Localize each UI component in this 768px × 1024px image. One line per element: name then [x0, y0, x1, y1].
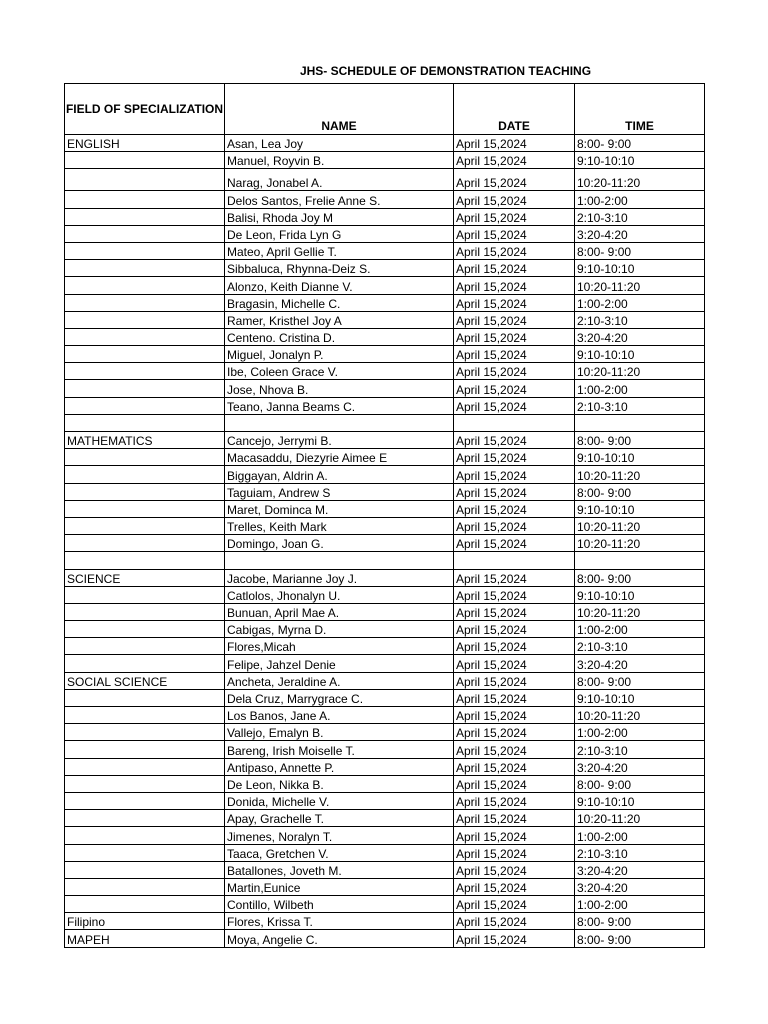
date-cell: April 15,2024 [454, 603, 575, 620]
time-cell: 8:00- 9:00 [575, 930, 705, 947]
date-cell [454, 414, 575, 431]
time-cell: 2:10-3:10 [575, 741, 705, 758]
name-cell: Flores,Micah [225, 638, 454, 655]
time-cell: 3:20-4:20 [575, 861, 705, 878]
table-row [65, 277, 705, 294]
document-title: JHS- SCHEDULE OF DEMONSTRATION TEACHING [299, 64, 592, 78]
field-cell [65, 689, 225, 706]
time-cell: 10:20-11:20 [575, 466, 705, 483]
field-cell [65, 621, 225, 638]
table-row [65, 449, 705, 466]
table-row [65, 792, 705, 809]
field-cell [65, 517, 225, 534]
name-cell: Bunuan, April Mae A. [225, 603, 454, 620]
name-cell: Contillo, Wilbeth [225, 896, 454, 913]
field-cell [65, 346, 225, 363]
table-row [65, 260, 705, 277]
time-cell: 8:00- 9:00 [575, 135, 705, 152]
date-cell: April 15,2024 [454, 208, 575, 225]
name-cell: Maret, Dominca M. [225, 500, 454, 517]
name-cell: Jacobe, Marianne Joy J. [225, 569, 454, 586]
date-cell: April 15,2024 [454, 655, 575, 672]
field-cell: MAPEH [65, 930, 225, 947]
name-cell [225, 414, 454, 431]
table-row [65, 208, 705, 225]
table-row [65, 689, 705, 706]
field-cell [65, 741, 225, 758]
field-cell [65, 827, 225, 844]
date-cell: April 15,2024 [454, 242, 575, 259]
date-cell: April 15,2024 [454, 225, 575, 242]
name-cell: Sibbaluca, Rhynna-Deiz S. [225, 260, 454, 277]
table-row [65, 775, 705, 792]
date-cell: April 15,2024 [454, 191, 575, 208]
time-cell: 10:20-11:20 [575, 535, 705, 552]
table-row [65, 500, 705, 517]
time-cell: 10:20-11:20 [575, 707, 705, 724]
date-cell: April 15,2024 [454, 638, 575, 655]
time-cell: 8:00- 9:00 [575, 242, 705, 259]
field-cell [65, 861, 225, 878]
name-cell: Jimenes, Noralyn T. [225, 827, 454, 844]
date-cell: April 15,2024 [454, 535, 575, 552]
field-cell [65, 638, 225, 655]
name-cell: Taaca, Gretchen V. [225, 844, 454, 861]
field-cell [65, 242, 225, 259]
header-time: TIME [575, 84, 705, 135]
time-cell: 9:10-10:10 [575, 346, 705, 363]
name-cell: Manuel, Royvin B. [225, 152, 454, 169]
field-cell [65, 552, 225, 569]
name-cell: Catlolos, Jhonalyn U. [225, 586, 454, 603]
date-cell: April 15,2024 [454, 311, 575, 328]
table-row [65, 913, 705, 930]
field-cell: Filipino [65, 913, 225, 930]
time-cell: 8:00- 9:00 [575, 672, 705, 689]
time-cell: 10:20-11:20 [575, 363, 705, 380]
time-cell: 2:10-3:10 [575, 844, 705, 861]
time-cell: 2:10-3:10 [575, 397, 705, 414]
table-row [65, 586, 705, 603]
time-cell: 9:10-10:10 [575, 586, 705, 603]
date-cell: April 15,2024 [454, 724, 575, 741]
name-cell: Macasaddu, Diezyrie Aimee E [225, 449, 454, 466]
time-cell: 3:20-4:20 [575, 225, 705, 242]
date-cell: April 15,2024 [454, 483, 575, 500]
table-row [65, 930, 705, 947]
table-row [65, 878, 705, 895]
field-cell [65, 225, 225, 242]
table-row [65, 328, 705, 345]
date-cell: April 15,2024 [454, 707, 575, 724]
table-row [65, 225, 705, 242]
time-cell: 2:10-3:10 [575, 208, 705, 225]
date-cell: April 15,2024 [454, 449, 575, 466]
name-cell: Centeno. Cristina D. [225, 328, 454, 345]
date-cell: April 15,2024 [454, 277, 575, 294]
date-cell: April 15,2024 [454, 792, 575, 809]
name-cell: De Leon, Nikka B. [225, 775, 454, 792]
table-row [65, 552, 705, 569]
time-cell: 2:10-3:10 [575, 311, 705, 328]
field-cell [65, 414, 225, 431]
time-cell: 8:00- 9:00 [575, 913, 705, 930]
date-cell: April 15,2024 [454, 775, 575, 792]
table-row [65, 896, 705, 913]
date-cell: April 15,2024 [454, 878, 575, 895]
time-cell: 3:20-4:20 [575, 878, 705, 895]
name-cell: Miguel, Jonalyn P. [225, 346, 454, 363]
time-cell: 3:20-4:20 [575, 328, 705, 345]
date-cell: April 15,2024 [454, 169, 575, 191]
table-row [65, 380, 705, 397]
date-cell [454, 552, 575, 569]
field-cell [65, 896, 225, 913]
time-cell: 9:10-10:10 [575, 689, 705, 706]
time-cell: 9:10-10:10 [575, 500, 705, 517]
time-cell: 10:20-11:20 [575, 603, 705, 620]
name-cell: Ancheta, Jeraldine A. [225, 672, 454, 689]
name-cell: Jose, Nhova B. [225, 380, 454, 397]
time-cell: 2:10-3:10 [575, 638, 705, 655]
name-cell: Biggayan, Aldrin A. [225, 466, 454, 483]
table-row [65, 483, 705, 500]
name-cell: Martin,Eunice [225, 878, 454, 895]
name-cell: Donida, Michelle V. [225, 792, 454, 809]
table-row [65, 535, 705, 552]
date-cell: April 15,2024 [454, 363, 575, 380]
field-cell [65, 792, 225, 809]
field-cell [65, 535, 225, 552]
date-cell: April 15,2024 [454, 913, 575, 930]
field-cell [65, 449, 225, 466]
field-cell [65, 152, 225, 169]
table-row [65, 741, 705, 758]
name-cell: Balisi, Rhoda Joy M [225, 208, 454, 225]
date-cell: April 15,2024 [454, 586, 575, 603]
date-cell: April 15,2024 [454, 741, 575, 758]
date-cell: April 15,2024 [454, 346, 575, 363]
table-row [65, 517, 705, 534]
table-row [65, 397, 705, 414]
time-cell: 10:20-11:20 [575, 810, 705, 827]
name-cell: Domingo, Joan G. [225, 535, 454, 552]
name-cell: Moya, Angelie C. [225, 930, 454, 947]
name-cell: Trelles, Keith Mark [225, 517, 454, 534]
table-row [65, 810, 705, 827]
name-cell: Alonzo, Keith Dianne V. [225, 277, 454, 294]
time-cell: 9:10-10:10 [575, 792, 705, 809]
time-cell: 10:20-11:20 [575, 169, 705, 191]
date-cell: April 15,2024 [454, 827, 575, 844]
table-row [65, 844, 705, 861]
header-date: DATE [454, 84, 575, 135]
name-cell: Asan, Lea Joy [225, 135, 454, 152]
field-cell [65, 363, 225, 380]
field-cell [65, 466, 225, 483]
date-cell: April 15,2024 [454, 152, 575, 169]
time-cell: 8:00- 9:00 [575, 775, 705, 792]
time-cell: 1:00-2:00 [575, 724, 705, 741]
field-cell [65, 169, 225, 191]
date-cell: April 15,2024 [454, 672, 575, 689]
field-cell: SOCIAL SCIENCE [65, 672, 225, 689]
date-cell: April 15,2024 [454, 135, 575, 152]
time-cell: 1:00-2:00 [575, 896, 705, 913]
time-cell: 8:00- 9:00 [575, 483, 705, 500]
date-cell: April 15,2024 [454, 758, 575, 775]
table-row [65, 827, 705, 844]
table-row [65, 432, 705, 449]
name-cell: Flores, Krissa T. [225, 913, 454, 930]
name-cell: Bragasin, Michelle C. [225, 294, 454, 311]
table-row [65, 311, 705, 328]
time-cell: 3:20-4:20 [575, 655, 705, 672]
field-cell [65, 380, 225, 397]
table-row [65, 135, 705, 152]
field-cell [65, 724, 225, 741]
date-cell: April 15,2024 [454, 500, 575, 517]
table-row [65, 621, 705, 638]
table-row [65, 707, 705, 724]
field-cell [65, 277, 225, 294]
name-cell: Apay, Grachelle T. [225, 810, 454, 827]
table-row [65, 169, 705, 191]
time-cell: 3:20-4:20 [575, 758, 705, 775]
time-cell: 1:00-2:00 [575, 827, 705, 844]
table-row [65, 294, 705, 311]
field-cell [65, 483, 225, 500]
date-cell: April 15,2024 [454, 569, 575, 586]
date-cell: April 15,2024 [454, 844, 575, 861]
table-row [65, 414, 705, 431]
name-cell: Narag, Jonabel A. [225, 169, 454, 191]
date-cell: April 15,2024 [454, 466, 575, 483]
header-name: NAME [225, 84, 454, 135]
table-row [65, 724, 705, 741]
time-cell: 8:00- 9:00 [575, 569, 705, 586]
date-cell: April 15,2024 [454, 397, 575, 414]
field-cell [65, 397, 225, 414]
date-cell: April 15,2024 [454, 260, 575, 277]
field-cell: ENGLISH [65, 135, 225, 152]
table-row [65, 861, 705, 878]
name-cell: Antipaso, Annette P. [225, 758, 454, 775]
table-row [65, 466, 705, 483]
field-cell: SCIENCE [65, 569, 225, 586]
table-row [65, 346, 705, 363]
name-cell: Ibe, Coleen Grace V. [225, 363, 454, 380]
time-cell [575, 414, 705, 431]
name-cell: Cancejo, Jerrymi B. [225, 432, 454, 449]
table-row [65, 569, 705, 586]
field-cell [65, 500, 225, 517]
field-cell [65, 294, 225, 311]
field-cell [65, 810, 225, 827]
name-cell: Taguiam, Andrew S [225, 483, 454, 500]
field-cell [65, 775, 225, 792]
table-row [65, 655, 705, 672]
date-cell: April 15,2024 [454, 930, 575, 947]
field-cell: MATHEMATICS [65, 432, 225, 449]
table-row [65, 152, 705, 169]
date-cell: April 15,2024 [454, 896, 575, 913]
field-cell [65, 586, 225, 603]
header-row [65, 84, 705, 135]
field-cell [65, 707, 225, 724]
date-cell: April 15,2024 [454, 810, 575, 827]
date-cell: April 15,2024 [454, 328, 575, 345]
name-cell [225, 552, 454, 569]
table-row [65, 603, 705, 620]
date-cell: April 15,2024 [454, 689, 575, 706]
name-cell: Mateo, April Gellie T. [225, 242, 454, 259]
time-cell: 9:10-10:10 [575, 449, 705, 466]
name-cell: Dela Cruz, Marrygrace C. [225, 689, 454, 706]
date-cell: April 15,2024 [454, 861, 575, 878]
field-cell [65, 603, 225, 620]
field-cell [65, 260, 225, 277]
field-cell [65, 878, 225, 895]
field-cell [65, 844, 225, 861]
table-row [65, 191, 705, 208]
field-cell [65, 311, 225, 328]
field-cell [65, 191, 225, 208]
header-field-of-specialization: FIELD OF SPECIALIZATION [65, 84, 225, 135]
name-cell: Delos Santos, Frelie Anne S. [225, 191, 454, 208]
table-row [65, 363, 705, 380]
table-row [65, 672, 705, 689]
time-cell: 1:00-2:00 [575, 380, 705, 397]
field-cell [65, 758, 225, 775]
name-cell: Batallones, Joveth M. [225, 861, 454, 878]
time-cell: 1:00-2:00 [575, 294, 705, 311]
schedule-table [64, 83, 705, 948]
field-cell [65, 208, 225, 225]
table-row [65, 242, 705, 259]
date-cell: April 15,2024 [454, 432, 575, 449]
field-cell [65, 655, 225, 672]
name-cell: Bareng, Irish Moiselle T. [225, 741, 454, 758]
time-cell: 9:10-10:10 [575, 152, 705, 169]
name-cell: De Leon, Frida Lyn G [225, 225, 454, 242]
field-cell [65, 328, 225, 345]
name-cell: Los Banos, Jane A. [225, 707, 454, 724]
date-cell: April 15,2024 [454, 294, 575, 311]
time-cell: 1:00-2:00 [575, 621, 705, 638]
table-row [65, 758, 705, 775]
name-cell: Ramer, Kristhel Joy A [225, 311, 454, 328]
date-cell: April 15,2024 [454, 517, 575, 534]
table-row [65, 638, 705, 655]
date-cell: April 15,2024 [454, 380, 575, 397]
time-cell: 1:00-2:00 [575, 191, 705, 208]
name-cell: Cabigas, Myrna D. [225, 621, 454, 638]
time-cell: 10:20-11:20 [575, 517, 705, 534]
name-cell: Felipe, Jahzel Denie [225, 655, 454, 672]
time-cell: 9:10-10:10 [575, 260, 705, 277]
time-cell [575, 552, 705, 569]
name-cell: Teano, Janna Beams C. [225, 397, 454, 414]
time-cell: 10:20-11:20 [575, 277, 705, 294]
name-cell: Vallejo, Emalyn B. [225, 724, 454, 741]
time-cell: 8:00- 9:00 [575, 432, 705, 449]
date-cell: April 15,2024 [454, 621, 575, 638]
